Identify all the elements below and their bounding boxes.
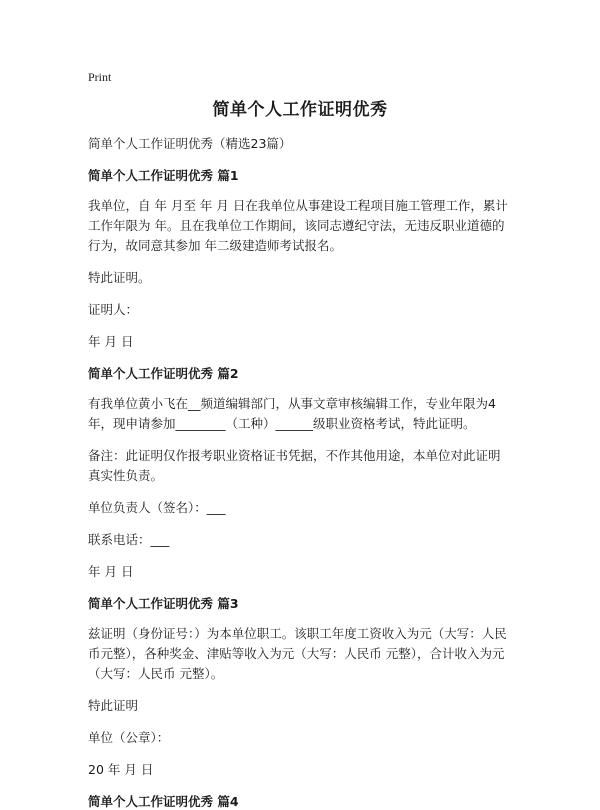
section-heading: 简单个人工作证明优秀 篇4 [88,794,239,809]
document-subtitle: 简单个人工作证明优秀（精选23篇） [88,136,292,151]
paragraph: 联系电话：___ [88,532,170,547]
paragraph: 兹证明（身份证号：）为本单位职工。该职工年度工资收入为元（大写：人民币元整），各种奖金、津贴等收入为元（大写：人民币 元整），合计收入为元（大写：人民币 元整）。 [88,626,507,681]
print-link[interactable]: Print [88,70,112,84]
paragraph: 特此证明 [88,698,139,713]
paragraph: 备注：此证明仅作报考职业资格证书凭据，不作其他用途，本单位对此证明真实性负责。 [88,448,501,483]
paragraph: 单位（公章）： [88,730,170,745]
sections-container [88,166,512,810]
section-heading: 简单个人工作证明优秀 篇1 [88,168,239,183]
page-title: 简单个人工作证明优秀 [212,100,388,120]
paragraph: 年 月 日 [88,334,134,349]
paragraph: 特此证明。 [88,270,151,285]
paragraph: 年 月 日 [88,564,134,579]
paragraph: 我单位，自 年 月至 年 月 日在我单位从事建设工程项目施工管理工作，累计工作年限为 年。且在我单位工作期间，该同志遵纪守法，无违反职业道德的行为，故同意其参加 年二级建造师考试报名。 [88,198,508,253]
paragraph: 证明人： [88,302,139,317]
paragraph: 20 年 月 日 [88,762,154,777]
paragraph: 单位负责人（签名）：___ [88,500,226,515]
paragraph: 有我单位黄小飞在__频道编辑部门，从事文章审核编辑工作，专业年限为4年，现申请参加________（工种）______级职业资格考试，特此证明。 [88,396,496,431]
section-heading: 简单个人工作证明优秀 篇2 [88,366,239,381]
section-heading: 简单个人工作证明优秀 篇3 [88,596,239,611]
